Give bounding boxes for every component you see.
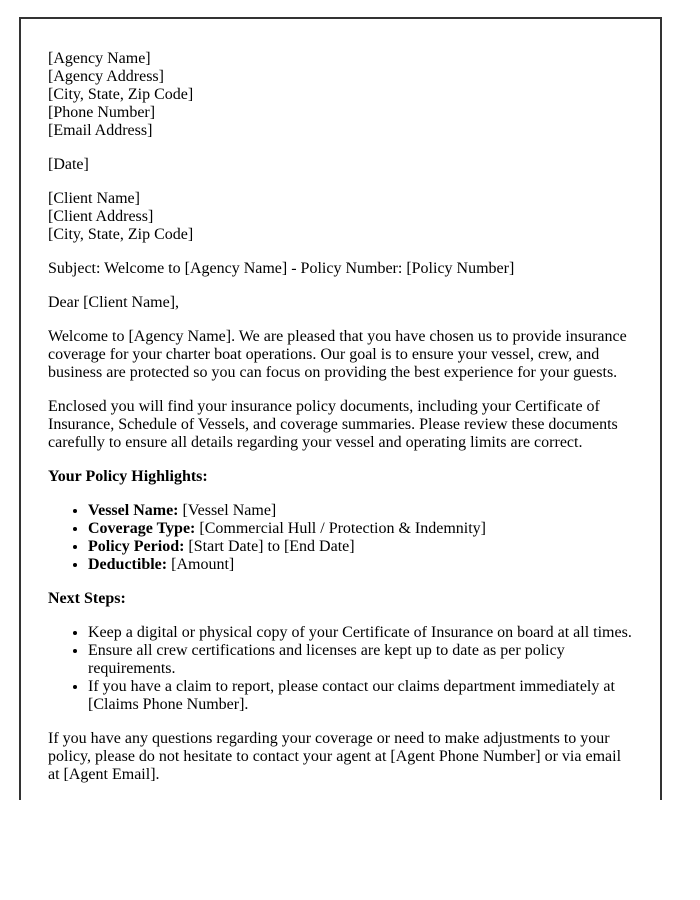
- item-label: Deductible:: [88, 556, 168, 573]
- item-label: Coverage Type:: [88, 520, 196, 537]
- policy-highlights-heading: Your Policy Highlights:: [48, 468, 208, 485]
- agency-address-line: [Agency Address]: [48, 68, 164, 85]
- list-item: • Keep a digital or physical copy of your Certificate of Insurance on board at all times.: [88, 624, 633, 642]
- client-address-line: [Client Address]: [48, 208, 154, 225]
- list-item: [88, 520, 633, 538]
- list-item: • Ensure all crew certifications and licenses are kept up to date as per policy requirements.: [88, 642, 633, 678]
- item-value: [Amount]: [171, 556, 235, 573]
- list-item: • If you have a claim to report, please contact our claims department immediately at [Claims Phone Number].: [88, 678, 633, 714]
- item-label: Policy Period:: [88, 538, 185, 555]
- agency-address-block: [48, 50, 633, 140]
- intro-paragraph: Welcome to [Agency Name]. We are pleased that you have chosen us to provide insurance coverage for your charter boat operations. Our goal is to ensure your vessel, crew, and business are protected so you can focus on providing the best experience for your guests.: [48, 328, 627, 381]
- enclosed-paragraph: Enclosed you will find your insurance policy documents, including your Certificate of Insurance, Schedule of Vessels, and coverage summaries. Please review these documents carefully to ensure all details regarding your vessel and operating limits are correct.: [48, 398, 618, 451]
- client-address-block: [48, 190, 633, 244]
- letter-document: [19, 17, 662, 800]
- policy-highlights-list: [48, 502, 633, 574]
- salutation: Dear [Client Name],: [48, 294, 180, 311]
- list-item: [88, 538, 633, 556]
- list-item: [88, 502, 633, 520]
- item-value: [Vessel Name]: [182, 502, 277, 519]
- client-name-line: [Client Name]: [48, 190, 140, 207]
- next-steps-heading: Next Steps:: [48, 590, 126, 607]
- date-line: [Date]: [48, 156, 89, 173]
- subject-line: Subject: Welcome to [Agency Name] - Policy Number: [Policy Number]: [48, 260, 515, 277]
- item-label: Vessel Name:: [88, 502, 179, 519]
- list-item: [88, 556, 633, 574]
- client-city-state-zip-line: [City, State, Zip Code]: [48, 226, 194, 243]
- agency-name-line: [Agency Name]: [48, 50, 151, 67]
- closing-paragraph: If you have any questions regarding your coverage or need to make adjustments to your policy, please do not hesitate to contact your agent at [Agent Phone Number] or via email at [Agent Email].: [48, 730, 622, 783]
- item-value: [Start Date] to [End Date]: [188, 538, 355, 555]
- agency-phone-line: [Phone Number]: [48, 104, 156, 121]
- agency-city-state-zip-line: [City, State, Zip Code]: [48, 86, 194, 103]
- next-steps-list: [48, 624, 633, 714]
- agency-email-line: [Email Address]: [48, 122, 153, 139]
- item-value: [Commercial Hull / Protection & Indemnity]: [199, 520, 486, 537]
